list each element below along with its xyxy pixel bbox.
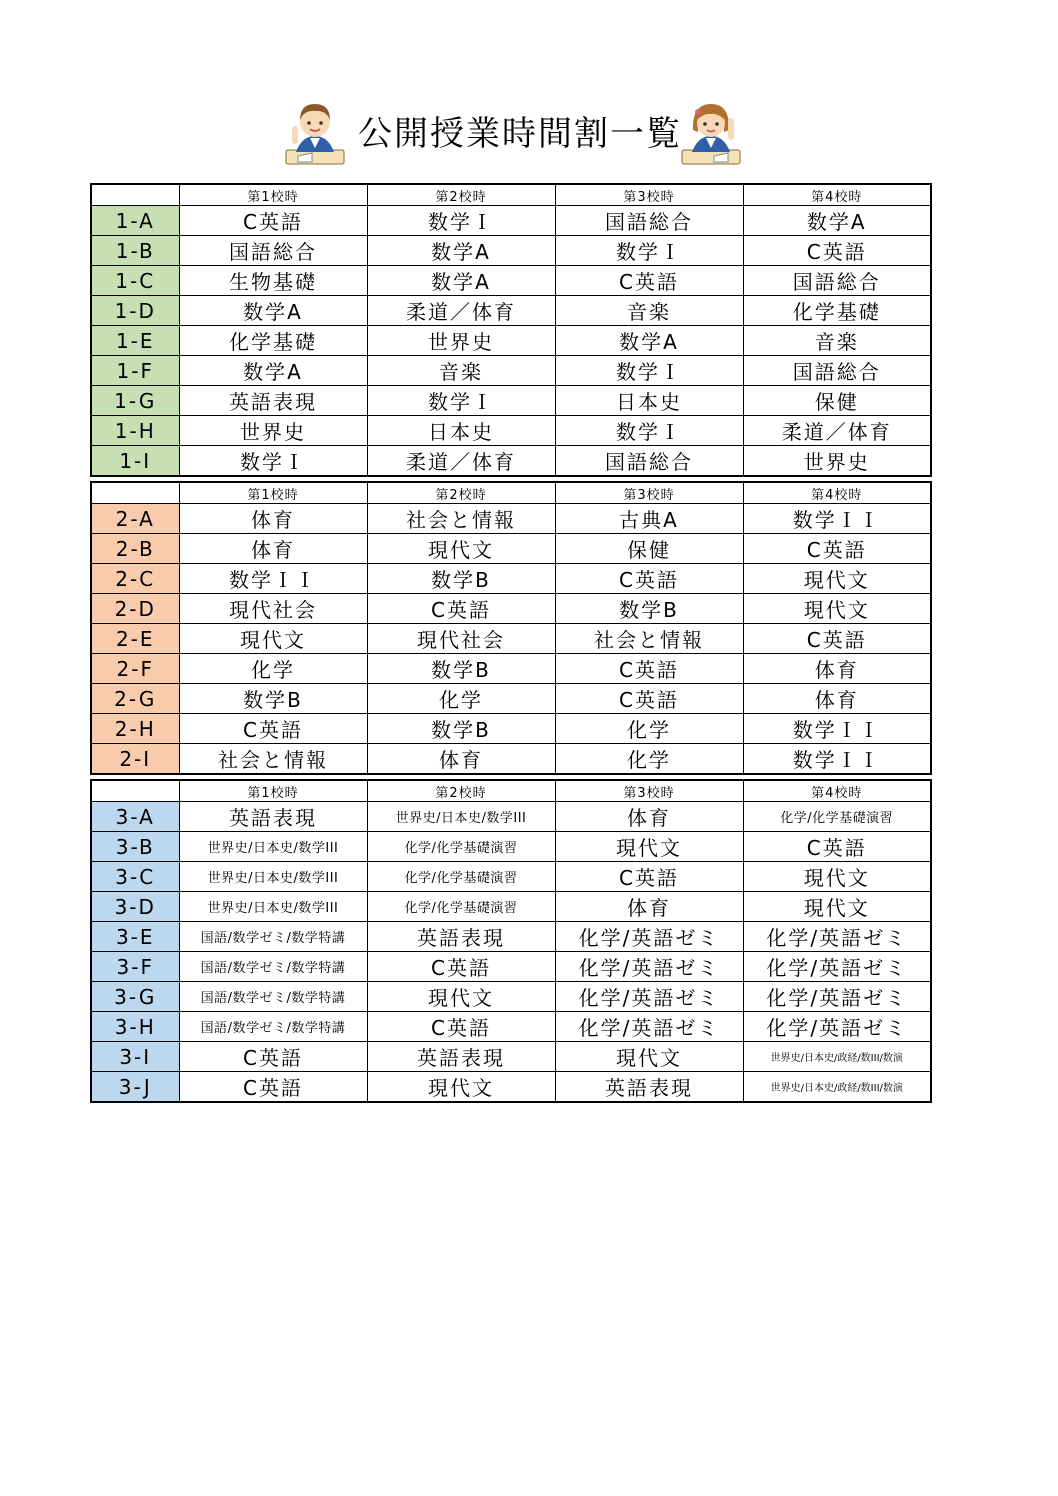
subject-cell: 現代文	[367, 1072, 555, 1103]
subject-cell: 化学/英語ゼミ	[555, 982, 743, 1012]
subject-cell: 数学Ｉ	[367, 206, 555, 236]
class-label: 3-A	[91, 802, 179, 832]
subject-cell: 数学A	[743, 206, 931, 236]
table-row	[91, 296, 931, 326]
table-header-row	[91, 482, 931, 504]
class-label: 2-I	[91, 744, 179, 775]
corner-cell	[91, 780, 179, 802]
period-header: 第4校時	[743, 184, 931, 206]
title-area	[280, 96, 760, 172]
period-header: 第3校時	[555, 780, 743, 802]
class-label: 1-D	[91, 296, 179, 326]
table-header-row	[91, 184, 931, 206]
subject-cell: 英語表現	[179, 802, 367, 832]
subject-cell: 化学	[367, 684, 555, 714]
subject-cell: 音楽	[367, 356, 555, 386]
subject-cell: 国語/数学ゼミ/数学特講	[179, 982, 367, 1012]
subject-cell: C英語	[555, 862, 743, 892]
subject-cell: 化学/化学基礎演習	[367, 832, 555, 862]
subject-cell: 化学/英語ゼミ	[743, 1012, 931, 1042]
class-label: 2-B	[91, 534, 179, 564]
subject-cell: 音楽	[555, 296, 743, 326]
class-label: 3-C	[91, 862, 179, 892]
class-label: 3-D	[91, 892, 179, 922]
subject-cell: C英語	[179, 206, 367, 236]
period-header: 第2校時	[367, 184, 555, 206]
subject-cell: C英語	[179, 714, 367, 744]
class-label: 1-G	[91, 386, 179, 416]
subject-cell: 数学ＩＩ	[743, 504, 931, 534]
subject-cell: 英語表現	[367, 1042, 555, 1072]
corner-cell	[91, 184, 179, 206]
subject-cell: 数学B	[367, 564, 555, 594]
subject-cell: 現代文	[367, 534, 555, 564]
table-row	[91, 594, 931, 624]
subject-cell: 数学ＩＩ	[743, 744, 931, 775]
subject-cell: 現代文	[179, 624, 367, 654]
class-label: 3-G	[91, 982, 179, 1012]
girl-student-icon	[678, 96, 744, 168]
subject-cell: 音楽	[743, 326, 931, 356]
subject-cell: C英語	[555, 654, 743, 684]
subject-cell: 社会と情報	[367, 504, 555, 534]
subject-cell: 国語/数学ゼミ/数学特講	[179, 1012, 367, 1042]
period-header: 第1校時	[179, 184, 367, 206]
subject-cell: 英語表現	[367, 922, 555, 952]
subject-cell: 柔道／体育	[743, 416, 931, 446]
table-row	[91, 504, 931, 534]
subject-cell: 保健	[555, 534, 743, 564]
class-label: 2-H	[91, 714, 179, 744]
class-label: 3-F	[91, 952, 179, 982]
subject-cell: 日本史	[555, 386, 743, 416]
subject-cell: 世界史/日本史/政経/数III/数演	[743, 1042, 931, 1072]
subject-cell: 数学ＩＩ	[743, 714, 931, 744]
class-label: 2-E	[91, 624, 179, 654]
subject-cell: 世界史	[367, 326, 555, 356]
subject-cell: 世界史/日本史/政経/数III/数演	[743, 1072, 931, 1103]
grade3-timetable	[90, 779, 932, 1103]
table-row	[91, 326, 931, 356]
subject-cell: C英語	[743, 534, 931, 564]
table-row	[91, 266, 931, 296]
subject-cell: 数学A	[367, 266, 555, 296]
subject-cell: 体育	[555, 802, 743, 832]
table-row	[91, 744, 931, 775]
subject-cell: C英語	[743, 832, 931, 862]
table-row	[91, 1042, 931, 1072]
subject-cell: 国語総合	[555, 206, 743, 236]
subject-cell: 数学Ｉ	[179, 446, 367, 477]
subject-cell: 化学/英語ゼミ	[555, 952, 743, 982]
subject-cell: 生物基礎	[179, 266, 367, 296]
subject-cell: 現代文	[367, 982, 555, 1012]
table-header-row	[91, 780, 931, 802]
subject-cell: C英語	[743, 236, 931, 266]
grade2-timetable	[90, 481, 932, 775]
subject-cell: 化学/英語ゼミ	[743, 952, 931, 982]
table-row	[91, 356, 931, 386]
table-row	[91, 1072, 931, 1103]
table-row	[91, 386, 931, 416]
table-row	[91, 802, 931, 832]
subject-cell: 国語/数学ゼミ/数学特講	[179, 922, 367, 952]
table-row	[91, 624, 931, 654]
subject-cell: C英語	[555, 266, 743, 296]
table-row	[91, 922, 931, 952]
subject-cell: 数学B	[367, 714, 555, 744]
table-row	[91, 206, 931, 236]
class-label: 1-B	[91, 236, 179, 266]
subject-cell: 数学A	[367, 236, 555, 266]
subject-cell: 日本史	[367, 416, 555, 446]
subject-cell: 古典A	[555, 504, 743, 534]
class-label: 3-E	[91, 922, 179, 952]
subject-cell: 現代社会	[367, 624, 555, 654]
period-header: 第4校時	[743, 780, 931, 802]
subject-cell: 英語表現	[555, 1072, 743, 1103]
subject-cell: 国語/数学ゼミ/数学特講	[179, 952, 367, 982]
table-row	[91, 684, 931, 714]
class-label: 1-H	[91, 416, 179, 446]
subject-cell: 世界史/日本史/数学III	[179, 862, 367, 892]
subject-cell: 世界史	[743, 446, 931, 477]
subject-cell: 現代文	[743, 892, 931, 922]
class-label: 3-I	[91, 1042, 179, 1072]
subject-cell: 現代文	[555, 1042, 743, 1072]
subject-cell: C英語	[367, 1012, 555, 1042]
subject-cell: 数学B	[179, 684, 367, 714]
subject-cell: 国語総合	[179, 236, 367, 266]
subject-cell: 数学B	[367, 654, 555, 684]
table-row	[91, 654, 931, 684]
subject-cell: 数学ＩＩ	[179, 564, 367, 594]
subject-cell: 数学B	[555, 594, 743, 624]
table-row	[91, 534, 931, 564]
period-header: 第2校時	[367, 780, 555, 802]
boy-student-icon	[282, 96, 348, 168]
class-label: 2-F	[91, 654, 179, 684]
page-title: 公開授業時間割一覧	[358, 114, 682, 154]
class-label: 3-H	[91, 1012, 179, 1042]
subject-cell: 現代文	[743, 862, 931, 892]
subject-cell: 体育	[743, 684, 931, 714]
subject-cell: 現代文	[743, 564, 931, 594]
subject-cell: 化学/化学基礎演習	[367, 892, 555, 922]
subject-cell: 化学基礎	[179, 326, 367, 356]
subject-cell: 化学	[555, 744, 743, 775]
subject-cell: 数学Ｉ	[555, 416, 743, 446]
subject-cell: C英語	[367, 594, 555, 624]
table-row	[91, 564, 931, 594]
subject-cell: 化学/英語ゼミ	[743, 922, 931, 952]
table-row	[91, 446, 931, 477]
class-label: 2-D	[91, 594, 179, 624]
class-label: 1-A	[91, 206, 179, 236]
subject-cell: 体育	[367, 744, 555, 775]
subject-cell: 化学/英語ゼミ	[555, 922, 743, 952]
subject-cell: 体育	[555, 892, 743, 922]
table-row	[91, 982, 931, 1012]
class-label: 1-E	[91, 326, 179, 356]
subject-cell: 世界史/日本史/数学III	[367, 802, 555, 832]
period-header: 第3校時	[555, 482, 743, 504]
corner-cell	[91, 482, 179, 504]
subject-cell: 化学/英語ゼミ	[555, 1012, 743, 1042]
period-header: 第3校時	[555, 184, 743, 206]
period-header: 第1校時	[179, 780, 367, 802]
subject-cell: 柔道／体育	[367, 296, 555, 326]
subject-cell: 現代文	[743, 594, 931, 624]
class-label: 1-C	[91, 266, 179, 296]
class-label: 2-G	[91, 684, 179, 714]
subject-cell: C英語	[179, 1072, 367, 1103]
class-label: 1-I	[91, 446, 179, 477]
subject-cell: 現代社会	[179, 594, 367, 624]
subject-cell: 英語表現	[179, 386, 367, 416]
subject-cell: C英語	[367, 952, 555, 982]
period-header: 第1校時	[179, 482, 367, 504]
period-header: 第2校時	[367, 482, 555, 504]
table-row	[91, 862, 931, 892]
class-label: 1-F	[91, 356, 179, 386]
table-row	[91, 832, 931, 862]
subject-cell: 社会と情報	[179, 744, 367, 775]
subject-cell: 化学基礎	[743, 296, 931, 326]
table-row	[91, 236, 931, 266]
table-row	[91, 416, 931, 446]
class-label: 2-C	[91, 564, 179, 594]
subject-cell: 柔道／体育	[367, 446, 555, 477]
subject-cell: 世界史	[179, 416, 367, 446]
subject-cell: 数学A	[179, 296, 367, 326]
subject-cell: 数学A	[179, 356, 367, 386]
subject-cell: 数学Ｉ	[555, 236, 743, 266]
table-row	[91, 714, 931, 744]
subject-cell: 国語総合	[555, 446, 743, 477]
subject-cell: 数学Ｉ	[555, 356, 743, 386]
subject-cell: 社会と情報	[555, 624, 743, 654]
class-label: 3-J	[91, 1072, 179, 1103]
grade1-timetable	[90, 183, 932, 477]
subject-cell: 化学/化学基礎演習	[743, 802, 931, 832]
subject-cell: 化学	[179, 654, 367, 684]
table-row	[91, 1012, 931, 1042]
subject-cell: 化学/化学基礎演習	[367, 862, 555, 892]
class-label: 3-B	[91, 832, 179, 862]
subject-cell: 現代文	[555, 832, 743, 862]
subject-cell: C英語	[179, 1042, 367, 1072]
subject-cell: 体育	[743, 654, 931, 684]
subject-cell: 化学	[555, 714, 743, 744]
class-label: 2-A	[91, 504, 179, 534]
subject-cell: 化学/英語ゼミ	[743, 982, 931, 1012]
subject-cell: 数学A	[555, 326, 743, 356]
table-row	[91, 892, 931, 922]
subject-cell: C英語	[555, 564, 743, 594]
subject-cell: 体育	[179, 504, 367, 534]
subject-cell: 世界史/日本史/数学III	[179, 832, 367, 862]
subject-cell: 世界史/日本史/数学III	[179, 892, 367, 922]
period-header: 第4校時	[743, 482, 931, 504]
subject-cell: 数学Ｉ	[367, 386, 555, 416]
subject-cell: C英語	[555, 684, 743, 714]
subject-cell: C英語	[743, 624, 931, 654]
subject-cell: 保健	[743, 386, 931, 416]
subject-cell: 国語総合	[743, 356, 931, 386]
subject-cell: 体育	[179, 534, 367, 564]
subject-cell: 国語総合	[743, 266, 931, 296]
table-row	[91, 952, 931, 982]
